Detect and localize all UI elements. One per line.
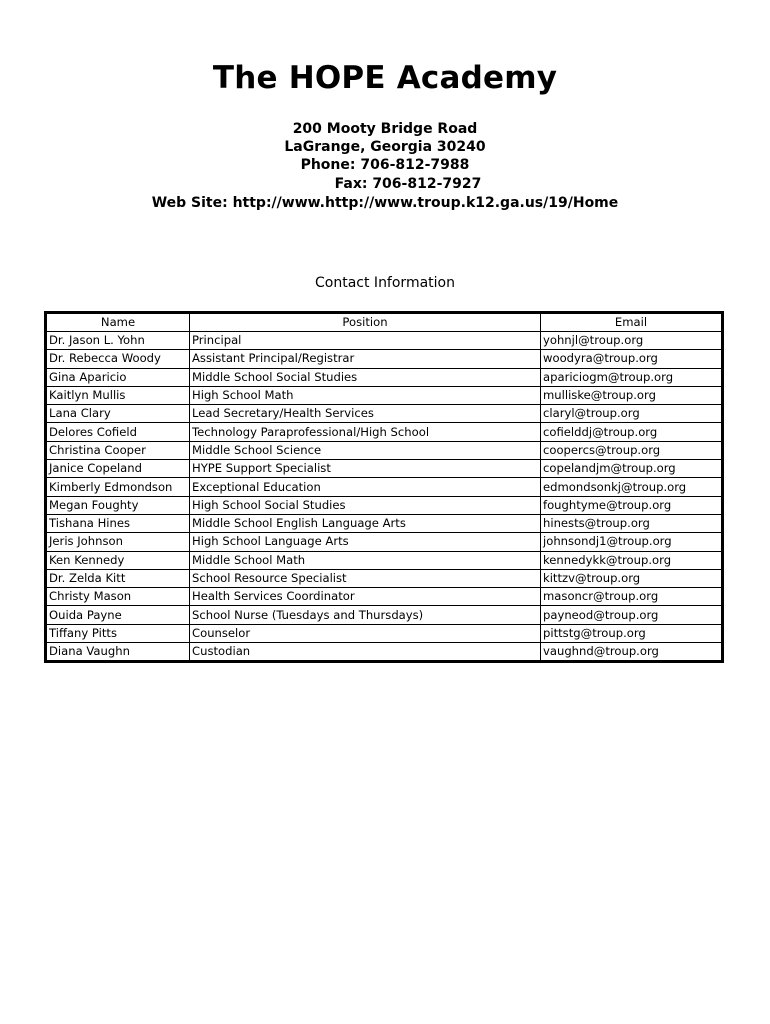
cell-email: pittstg@troup.org [541, 624, 723, 642]
cell-name: Dr. Zelda Kitt [46, 569, 190, 587]
phone-line: Phone: 706-812-7988 [300, 157, 470, 173]
column-header-position: Position [190, 313, 541, 332]
table-row [46, 569, 723, 587]
cell-position: School Nurse (Tuesdays and Thursdays) [190, 606, 541, 624]
table-row [46, 386, 723, 404]
cell-name: Jeris Johnson [46, 533, 190, 551]
fax-line: Fax: 706-812-7927 [334, 176, 482, 192]
cell-email: kennedykk@troup.org [541, 551, 723, 569]
cell-position: High School Social Studies [190, 496, 541, 514]
address-line-2: LaGrange, Georgia 30240 [284, 139, 486, 155]
table-row [46, 441, 723, 459]
table-row [46, 350, 723, 368]
cell-position: Health Services Coordinator [190, 588, 541, 606]
cell-name: Gina Aparicio [46, 368, 190, 386]
cell-name: Christina Cooper [46, 441, 190, 459]
table-row [46, 496, 723, 514]
cell-position: HYPE Support Specialist [190, 460, 541, 478]
cell-name: Delores Cofield [46, 423, 190, 441]
cell-email: yohnjl@troup.org [541, 332, 723, 350]
cell-email: cofielddj@troup.org [541, 423, 723, 441]
cell-name: Kimberly Edmondson [46, 478, 190, 496]
cell-name: Megan Foughty [46, 496, 190, 514]
table-row [46, 405, 723, 423]
column-header-email: Email [541, 313, 723, 332]
cell-position: Counselor [190, 624, 541, 642]
table-header-row [46, 313, 723, 332]
cell-position: Lead Secretary/Health Services [190, 405, 541, 423]
cell-position: High School Math [190, 386, 541, 404]
cell-name: Kaitlyn Mullis [46, 386, 190, 404]
contact-table-body [46, 332, 723, 662]
cell-name: Tishana Hines [46, 514, 190, 532]
table-row [46, 423, 723, 441]
table-row [46, 588, 723, 606]
cell-email: foughtyme@troup.org [541, 496, 723, 514]
table-row [46, 643, 723, 662]
cell-name: Ouida Payne [46, 606, 190, 624]
website-line: Web Site: http://www.http://www.troup.k12.ga.us/19/Home [151, 195, 619, 211]
table-row [46, 624, 723, 642]
cell-email: edmondsonkj@troup.org [541, 478, 723, 496]
cell-email: vaughnd@troup.org [541, 643, 723, 662]
table-row [46, 606, 723, 624]
table-row [46, 514, 723, 532]
cell-name: Christy Mason [46, 588, 190, 606]
cell-email: payneod@troup.org [541, 606, 723, 624]
cell-name: Ken Kennedy [46, 551, 190, 569]
cell-name: Lana Clary [46, 405, 190, 423]
column-header-name: Name [46, 313, 190, 332]
table-row [46, 460, 723, 478]
cell-position: Technology Paraprofessional/High School [190, 423, 541, 441]
cell-name: Janice Copeland [46, 460, 190, 478]
cell-name: Tiffany Pitts [46, 624, 190, 642]
page-title: The HOPE Academy [212, 60, 558, 96]
table-row [46, 478, 723, 496]
cell-position: Middle School Math [190, 551, 541, 569]
cell-email: kittzv@troup.org [541, 569, 723, 587]
address-line-1: 200 Mooty Bridge Road [292, 121, 478, 137]
cell-position: High School Language Arts [190, 533, 541, 551]
cell-email: copelandjm@troup.org [541, 460, 723, 478]
cell-name: Dr. Rebecca Woody [46, 350, 190, 368]
cell-email: coopercs@troup.org [541, 441, 723, 459]
cell-email: apariciogm@troup.org [541, 368, 723, 386]
cell-name: Diana Vaughn [46, 643, 190, 662]
cell-email: mulliske@troup.org [541, 386, 723, 404]
cell-position: Middle School Social Studies [190, 368, 541, 386]
cell-email: johnsondj1@troup.org [541, 533, 723, 551]
cell-name: Dr. Jason L. Yohn [46, 332, 190, 350]
cell-email: hinests@troup.org [541, 514, 723, 532]
cell-position: Middle School English Language Arts [190, 514, 541, 532]
cell-email: woodyra@troup.org [541, 350, 723, 368]
cell-position: Middle School Science [190, 441, 541, 459]
cell-position: Assistant Principal/Registrar [190, 350, 541, 368]
contact-table [44, 311, 724, 663]
table-row [46, 533, 723, 551]
cell-position: Exceptional Education [190, 478, 541, 496]
section-title: Contact Information [315, 275, 455, 291]
cell-position: School Resource Specialist [190, 569, 541, 587]
cell-position: Principal [190, 332, 541, 350]
cell-email: masoncr@troup.org [541, 588, 723, 606]
table-row [46, 368, 723, 386]
cell-position: Custodian [190, 643, 541, 662]
cell-email: claryl@troup.org [541, 405, 723, 423]
table-row [46, 332, 723, 350]
table-row [46, 551, 723, 569]
